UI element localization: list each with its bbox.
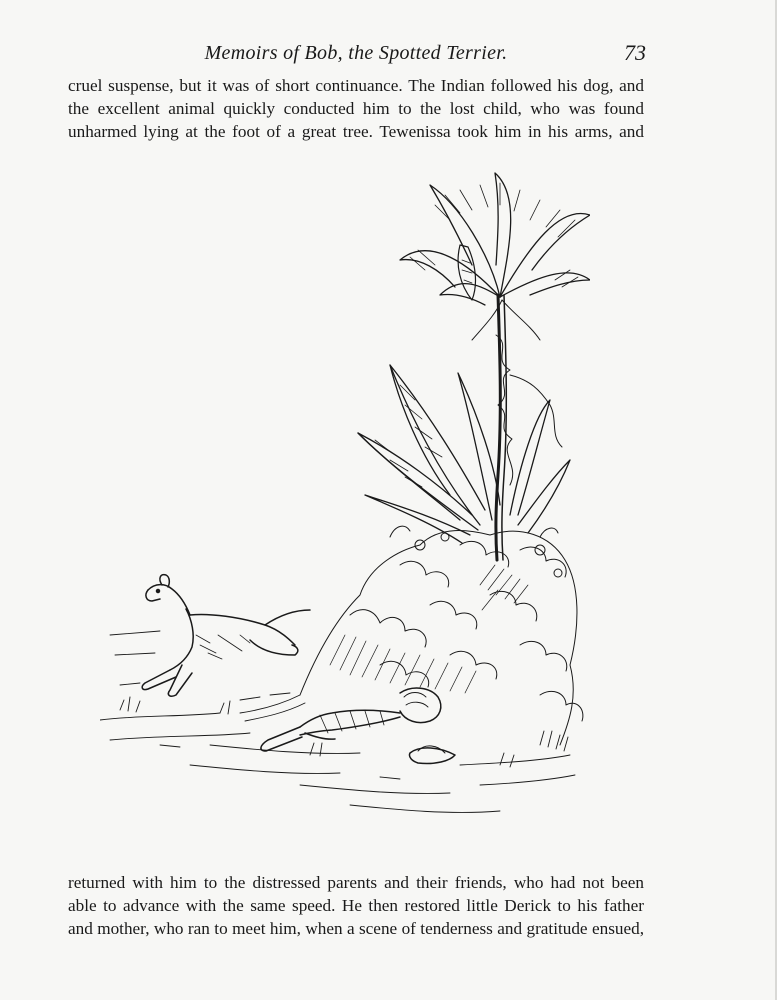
text-line: the excellent animal quickly conducted him to the lost child, who was found <box>68 99 644 118</box>
text-line: and mother, who ran to meet him, when a scene of tenderness and gratitude ensued, <box>68 919 644 938</box>
text-line: unharmed lying at the foot of a great tree. Tewenissa took him in his arms, and <box>68 122 644 141</box>
paragraph-top <box>68 74 644 143</box>
engraving-svg <box>100 165 590 830</box>
text-line: able to advance with the same speed. He then restored little Derick to his father <box>68 896 644 915</box>
ground-grass <box>100 631 575 812</box>
text-line: cruel suspense, but it was of short continuance. The Indian followed his dog, and <box>68 76 644 95</box>
engraving-illustration <box>100 165 590 830</box>
large-leaves <box>358 365 570 543</box>
dog-figure <box>142 575 310 697</box>
page-number: 73 <box>624 40 646 65</box>
text-line: returned with him to the distressed parents and their friends, who had not been <box>68 873 644 892</box>
paragraph-bottom <box>68 871 644 940</box>
foliage-bush <box>240 526 583 745</box>
tree <box>400 173 590 560</box>
running-head <box>68 40 644 70</box>
running-title: Memoirs of Bob, the Spotted Terrier. <box>204 42 508 64</box>
